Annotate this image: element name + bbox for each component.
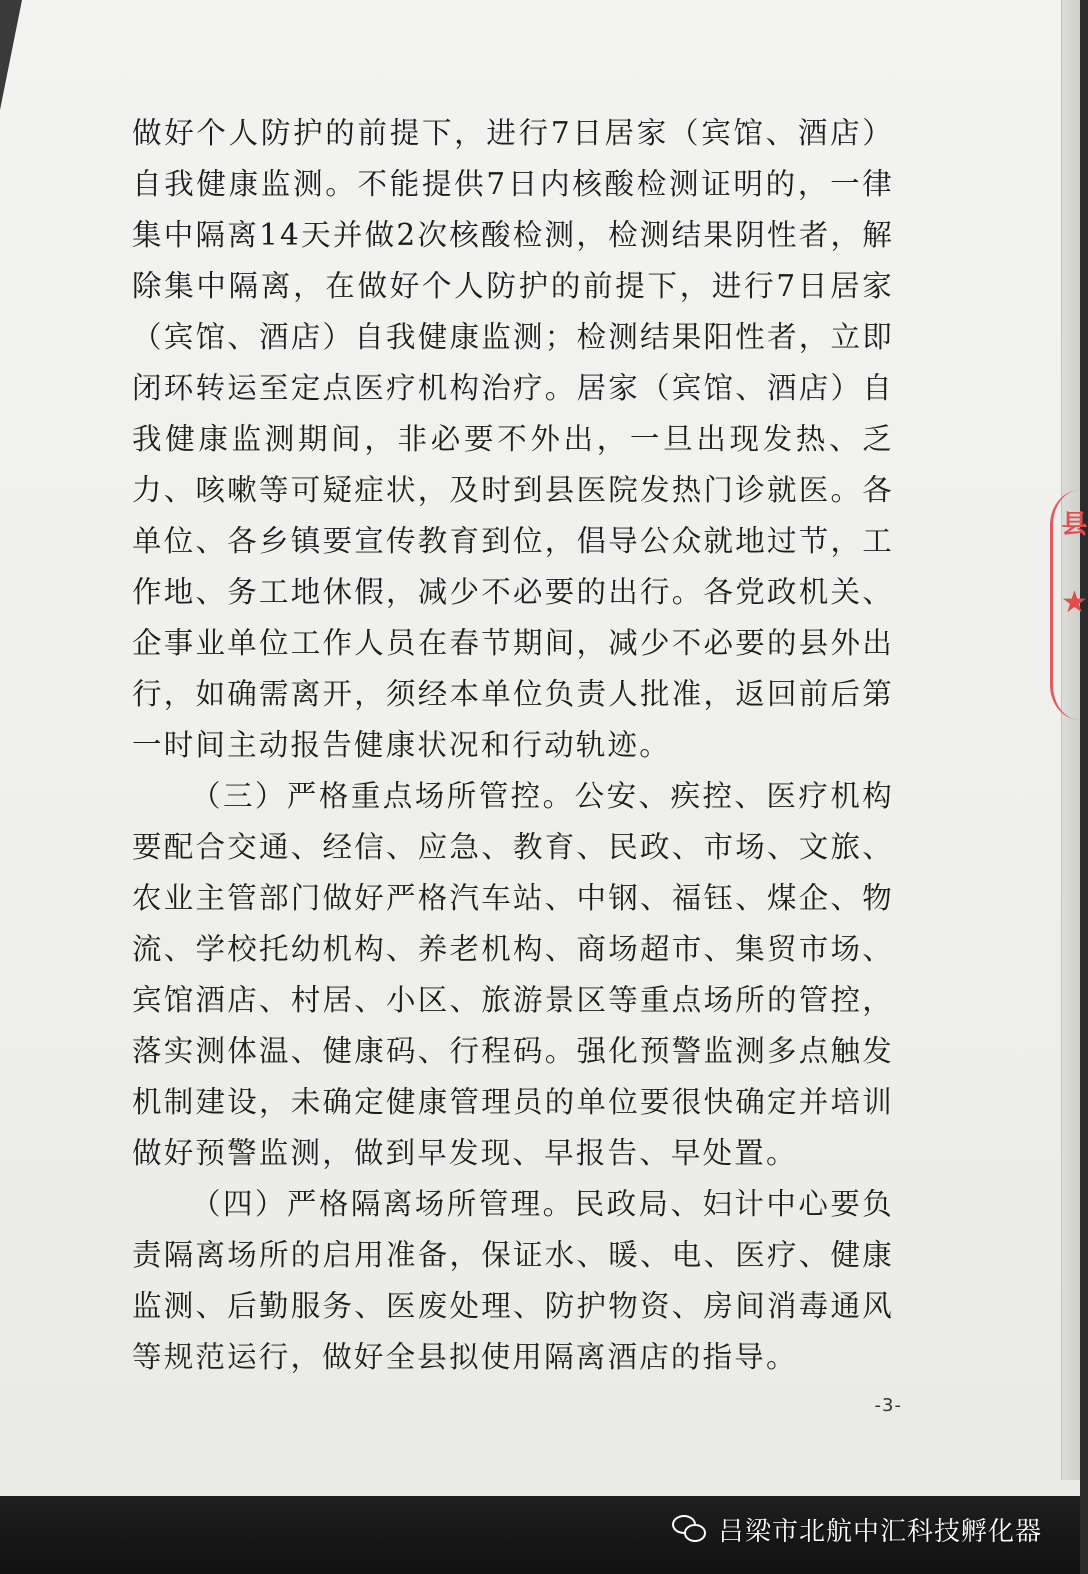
watermark-label: 吕梁市北航中汇科技孵化器 bbox=[717, 1517, 1042, 1547]
paragraph-3: （四）严格隔离场所管理。民政局、妇计中心要负责隔离场所的启用准备，保证水、暖、电、医疗、健康监测、后勤服务、医废处理、防护物资、房间消毒通风等规范运行，做好全县拟使用隔离酒店的指导。 bbox=[132, 1187, 894, 1374]
seal-star-icon: ★ bbox=[1061, 585, 1088, 620]
paragraph-1: 做好个人防护的前提下，进行7日居家（宾馆、酒店）自我健康监测。不能提供7日内核酸检测证明的，一律集中隔离14天并做2次核酸检测，检测结果阴性者，解除集中隔离，在做好个人防护的前提下，进行7日居家（宾馆、酒店）自我健康监测；检测结果阳性者，立即闭环转运至定点医疗机构治疗。居家（宾馆、酒店）自我健康监测期间，非必要不外出，一旦出现发热、乏力、咳嗽等可疑症状，及时到县医院发热门诊就医。各单位、各乡镇要宣传教育到位，倡导公众就地过节，工作地、务工地休假，减少不必要的出行。各党政机关、企事业单位工作人员在春节期间，减少不必要的县外出行，如确需离开，须经本单位负责人批准，返回前后第一时间主动报告健康状况和行动轨迹。 bbox=[132, 116, 894, 762]
red-seal-fragment bbox=[1050, 490, 1088, 720]
wechat-icon bbox=[672, 1515, 708, 1545]
seal-char: 县 bbox=[1057, 510, 1087, 536]
account-watermark bbox=[672, 1511, 1042, 1548]
paragraph-2: （三）严格重点场所管控。公安、疾控、医疗机构要配合交通、经信、应急、教育、民政、市场、文旅、农业主管部门做好严格汽车站、中钢、福钰、煤企、物流、学校托幼机构、养老机构、商场超市、集贸市场、宾馆酒店、村居、小区、旅游景区等重点场所的管控，落实测体温、健康码、行程码。强化预警监测多点触发机制建设，未确定健康管理员的单位要很快确定并培训做好预警监测，做到早发现、早报告、早处置。 bbox=[132, 779, 894, 1170]
page-number: -3- bbox=[874, 1395, 902, 1416]
photo-corner-shadow bbox=[0, 0, 22, 110]
bottom-shadow-band bbox=[0, 1496, 1080, 1574]
paper-edge bbox=[1061, 0, 1080, 1480]
document-body bbox=[132, 108, 894, 1383]
